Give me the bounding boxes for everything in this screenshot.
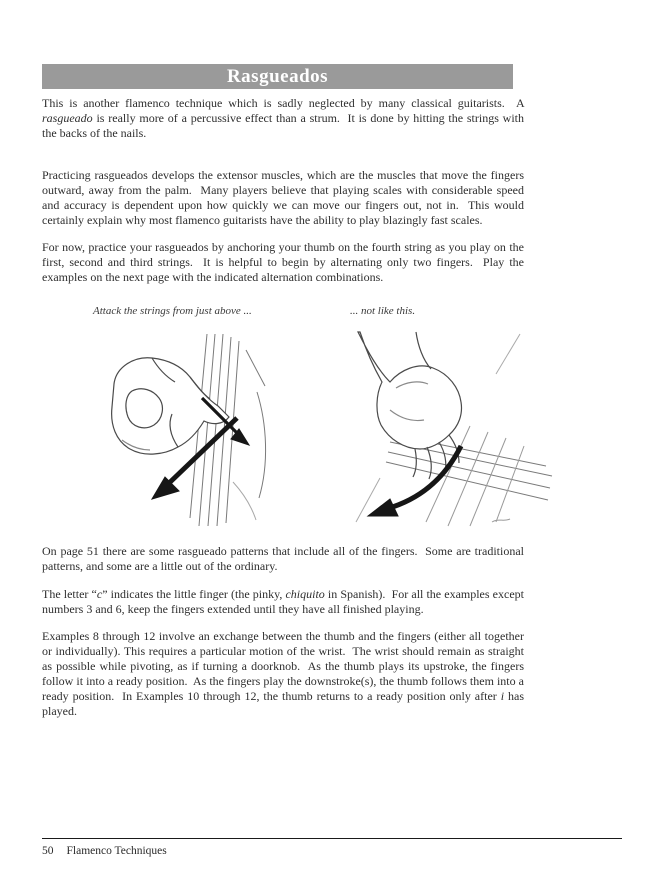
page-footer (42, 845, 167, 857)
body-paragraph-practice: For now, practice your rasgueados by anchoring your thumb on the fourth string as you play on the first, second and third strings. It is helpful to begin by alternating only two fingers. Play the examples on the next page with the indicated alternation combinations. (42, 240, 527, 284)
body-paragraph-intro: This is another flamenco technique which is sadly neglected by many classical guitarists. A rasgueado is really more of a percussive effect than a strum. It is done by hitting the strings with the backs of the nails. (42, 96, 527, 140)
downstroke-curved-arrow-icon (368, 446, 461, 516)
page-title: Rasgueados (226, 65, 329, 87)
section-title-bar (42, 64, 513, 89)
hand-sketch-correct (86, 332, 308, 528)
body-paragraph-examples: Examples 8 through 12 involve an exchange between the thumb and the fingers (either all together or individually). This requires a particular motion of the wrist. The wrist should remain as straight as possible while pivoting, as if turning a doorknob. As the thumb plays its upstroke, the fingers follow it into a ready position. As the fingers play the downstroke(s), the thumb follows them into a ready position. In Examples 10 through 12, the thumb returns to a ready position only after i has played. (42, 629, 527, 718)
hand-sketch-incorrect (320, 330, 558, 530)
correct-technique-illustration (86, 332, 308, 533)
caption-correct-technique: Attack the strings from just above ... (93, 305, 252, 317)
body-paragraph-extensor: Practicing rasgueados develops the extensor muscles, which are the muscles that move the fingers outward, away from the palm. Many players believe that playing scales with considerable speed and accuracy is dependent upon how quickly we can move our fingers out, not in. This would certainly explain why most flamenco guitarists have the ability to play blazingly fast scales. (42, 168, 527, 227)
body-paragraph-chiquito: The letter “c” indicates the little finger (the pinky, chiquito in Spanish). For all the examples except numbers 3 and 6, keep the fingers extended until they have all finished playing. (42, 587, 527, 616)
page-number: 50 (42, 845, 54, 857)
incorrect-technique-illustration (320, 330, 558, 535)
artist-signature-mark (492, 519, 510, 522)
book-title: Flamenco Techniques (66, 845, 167, 857)
body-paragraph-patterns: On page 51 there are some rasgueado patterns that include all of the fingers. Some are traditional patterns, and some are a little out of the ordinary. (42, 544, 527, 573)
footer-rule (42, 838, 622, 839)
caption-incorrect-technique: ... not like this. (350, 305, 416, 317)
